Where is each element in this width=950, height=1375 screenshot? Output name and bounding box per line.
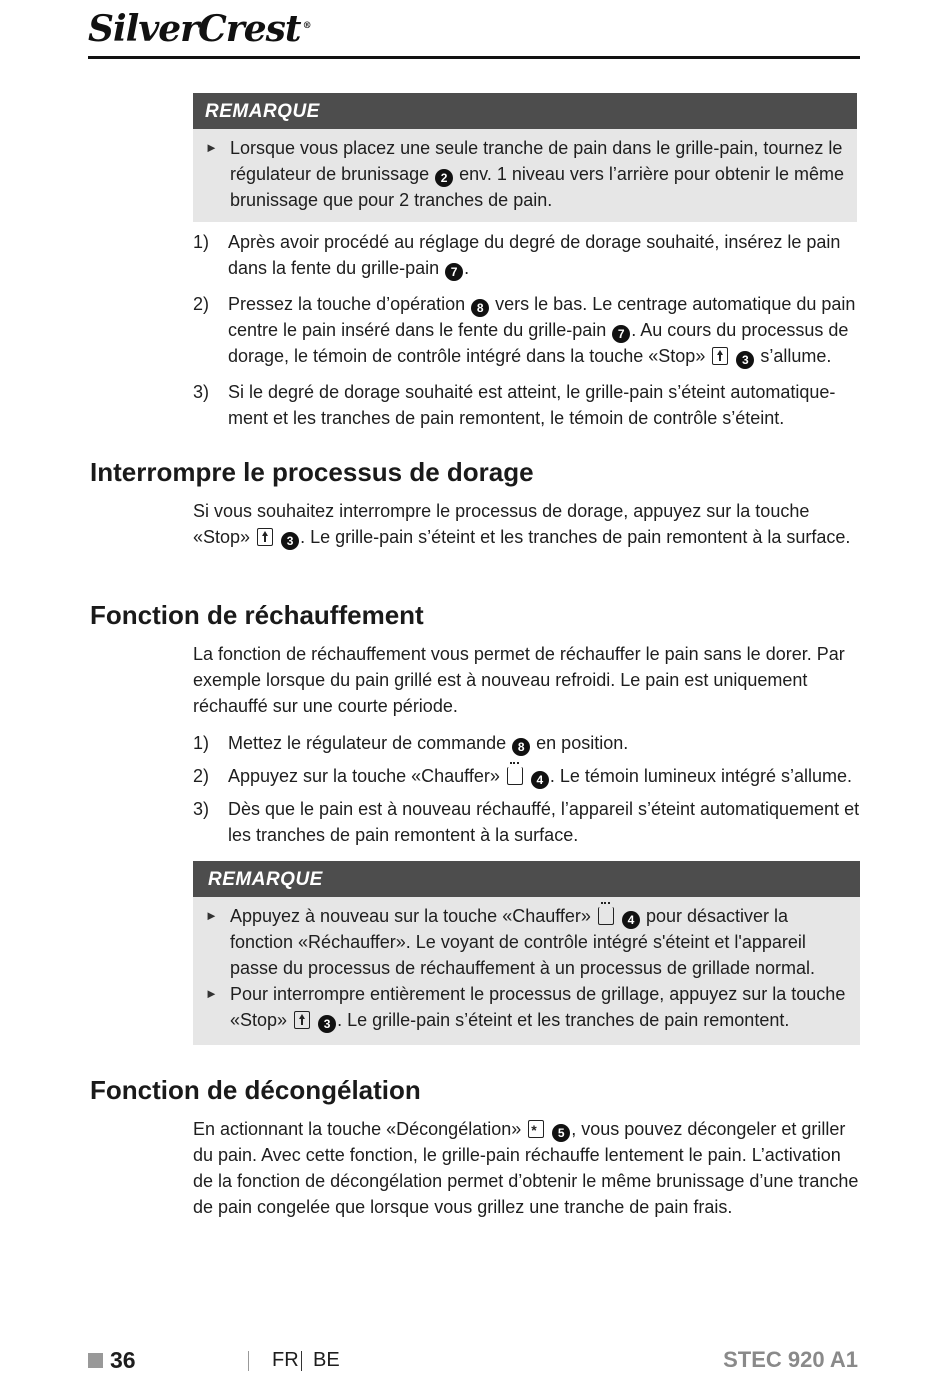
step-text: Pressez la touche d’opération — [228, 294, 471, 314]
step-text: en position. — [531, 733, 629, 753]
callout-number: 2 — [435, 169, 453, 187]
step-text: . — [464, 258, 470, 278]
note-title: REMARQUE — [193, 861, 860, 897]
reheat-button-icon — [598, 907, 614, 925]
note-item — [205, 135, 845, 213]
operation-steps — [193, 229, 860, 441]
section-title-reheat: Fonction de réchauffement — [90, 600, 424, 630]
callout-number: 4 — [531, 771, 549, 789]
note-text: Appuyez à nouveau sur la touche «Chauffer» — [230, 906, 596, 926]
page-footer — [88, 1345, 860, 1375]
page-number: 36 — [110, 1347, 136, 1373]
paragraph-text: Si vous souhaitez interrompre le processus de dorage, appuyez sur la touche «Stop» — [193, 501, 810, 547]
header-rule — [88, 56, 860, 59]
step-number: 2) — [193, 766, 210, 786]
paragraph-interrupt — [193, 498, 860, 550]
note-box-1 — [193, 93, 857, 222]
note-box-2 — [193, 861, 860, 1045]
triangle-right-icon: ► — [205, 140, 218, 155]
triangle-right-icon: ► — [205, 908, 218, 923]
language-code: FR — [272, 1349, 299, 1371]
note-item — [205, 981, 848, 1033]
step-item — [193, 229, 860, 281]
note-text: Pour interrompre entièrement le processus de grillage, appuyez sur la touche «Stop» — [230, 984, 846, 1030]
step-item — [193, 379, 860, 431]
step-number: 3) — [193, 799, 210, 819]
callout-number: 7 — [445, 263, 463, 281]
stop-button-icon — [294, 1011, 310, 1029]
callout-number: 8 — [471, 299, 489, 317]
note-text: env. 1 niveau vers l’arrière pour obtenir le même brunissage que pour 2 tranches de pain. — [230, 164, 844, 210]
step-number: 1) — [193, 733, 210, 753]
step-number: 1) — [193, 232, 210, 252]
note-text: Lorsque vous placez une seule tranche de pain dans le grille-pain, tournez le régulateur de brunissage — [230, 138, 843, 184]
paragraph-defrost — [193, 1116, 860, 1220]
callout-number: 3 — [736, 351, 754, 369]
step-text: . Au cours du processus de dorage, le témoin de contrôle intégré dans la touche «Stop» — [228, 320, 849, 366]
step-text: Appuyez sur la touche «Chauffer» — [228, 766, 505, 786]
section-title-interrupt: Interrompre le processus de dorage — [90, 457, 534, 487]
reheat-steps — [193, 730, 860, 858]
callout-number: 3 — [281, 532, 299, 550]
callout-number: 8 — [512, 738, 530, 756]
step-text: Si le degré de dorage souhaité est atteint, le grille-pain s’éteint automatique-ment et les tranches de pain remontent, le témoin de contrôle s’éteint. — [228, 382, 836, 428]
note-title: REMARQUE — [193, 93, 857, 129]
footer-divider — [248, 1351, 249, 1371]
note-text: . Le grille-pain s’éteint et les tranches de pain remontent. — [337, 1010, 790, 1030]
step-text: Dès que le pain est à nouveau réchauffé, l’appareil s’éteint automatiquement et les tranches de pain remontent à la surface. — [228, 799, 860, 845]
footer-square-marker — [88, 1353, 103, 1368]
stop-button-icon — [712, 347, 728, 365]
paragraph-text: . Le grille-pain s’éteint et les tranches de pain remontent à la surface. — [300, 527, 851, 547]
paragraph-reheat: La fonction de réchauffement vous permet de réchauffer le pain sans le dorer. Par exemple lorsque du pain grillé est à nouveau refroidi. Le pain est uniquement réchauffé sur une courte période. — [193, 644, 845, 716]
step-text: vers le bas. Le centrage automatique du pain centre le pain inséré dans le fente du grille-pain — [228, 294, 856, 340]
note-body — [193, 129, 857, 217]
step-item — [193, 796, 860, 848]
step-number: 3) — [193, 382, 210, 402]
step-text: Après avoir procédé au réglage du degré de dorage souhaité, insérez le pain dans la fente du grille-pain — [228, 232, 841, 278]
registered-mark: ® — [302, 21, 311, 31]
footer-divider — [301, 1351, 302, 1371]
model-number: STEC 920 A1 — [723, 1347, 858, 1372]
brand-name: SilverCrest — [88, 8, 301, 50]
callout-number: 3 — [318, 1015, 336, 1033]
step-text: . Le témoin lumineux intégré s’allume. — [549, 766, 853, 786]
step-item — [193, 291, 860, 369]
note-text: pour désactiver la fonction «Réchauffer». Le voyant de contrôle intégré s'éteint et l'appareil passe du processus de réchauffement à un processus de grillade normal. — [230, 906, 816, 978]
language-code: BE — [313, 1349, 340, 1371]
callout-number: 5 — [552, 1124, 570, 1142]
step-number: 2) — [193, 294, 210, 314]
paragraph-text: , vous pouvez décongeler et griller du pain. Avec cette fonction, le grille-pain réchauffe lentement le pain. L’activation de la fonction de décongélation permet d’obtenir le même brunissage d’une tranche de pain congelée que lorsque vous grillez une tranche de pain frais. — [193, 1119, 859, 1217]
step-item — [193, 763, 860, 789]
step-item — [193, 730, 860, 756]
step-text: s’allume. — [755, 346, 832, 366]
brand-logo — [88, 6, 311, 49]
paragraph-text: En actionnant la touche «Décongélation» — [193, 1119, 527, 1139]
section-title-defrost: Fonction de décongélation — [90, 1075, 421, 1105]
step-text: Mettez le régulateur de commande — [228, 733, 512, 753]
callout-number: 4 — [622, 911, 640, 929]
callout-number: 7 — [612, 325, 630, 343]
triangle-right-icon: ► — [205, 986, 218, 1001]
note-item — [205, 903, 848, 981]
defrost-button-icon — [528, 1120, 544, 1138]
reheat-button-icon — [507, 767, 523, 785]
stop-button-icon — [257, 528, 273, 546]
note-body — [193, 897, 860, 1037]
